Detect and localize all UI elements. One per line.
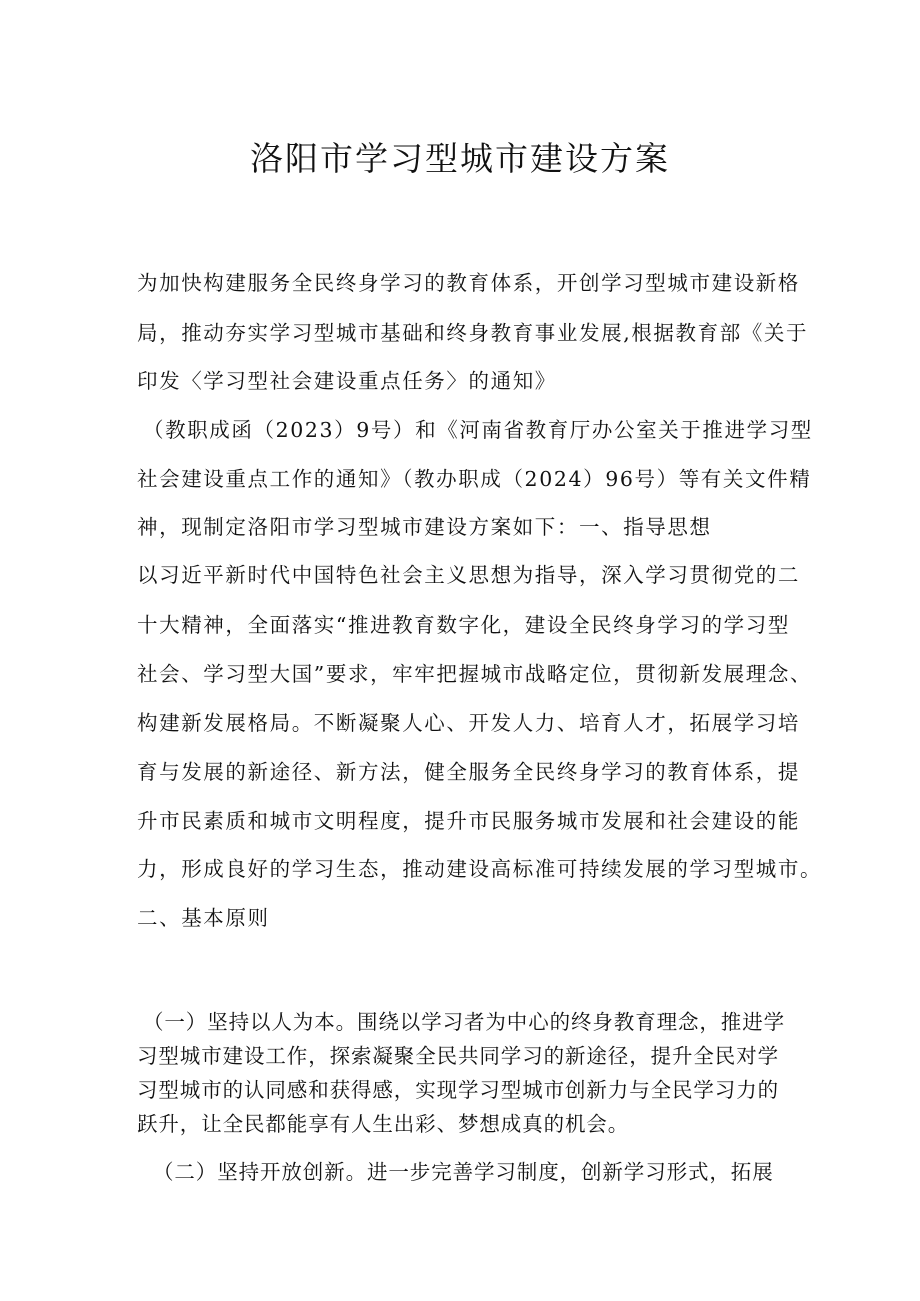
paragraph-line: 跃升，让全民都能享有人生出彩、梦想成真的机会。 [137,1112,630,1136]
paragraph-line: 印发〈学习型社会建设重点任务〉的通知》 [137,369,557,393]
document-title: 洛阳市学习型城市建设方案 [250,139,670,178]
paragraph-line: 为加快构建服务全民终身学习的教育体系，开创学习型城市建设新格 [137,271,800,295]
paragraph-line: （一）坚持以人为本。围绕以学习者为中心的终身教育理念，推进学 [143,1010,785,1034]
paragraph-line: 十大精神，全面落实“推进教育数字化，建设全民终身学习的学习型 [137,613,790,637]
paragraph-line: 习型城市建设工作，探索凝聚全民共同学习的新途径，提升全民对学 [137,1044,779,1068]
paragraph-line: 局，推动夯实学习型城市基础和终身教育事业发展,根据教育部《关于 [137,321,809,345]
paragraph-line: 社会建设重点工作的通知》（教办职成（2024）96号）等有关文件精 [137,467,812,491]
paragraph-line: 构建新发展格局。不断凝聚人心、开发人力、培育人才，拓展学习培 [137,711,800,735]
paragraph-line: （教职成函（2023）9号）和《河南省教育厅办公室关于推进学习型 [143,418,813,442]
section-heading: 二、基本原则 [137,906,270,930]
paragraph-line: 神，现制定洛阳市学习型城市建设方案如下：一、指导思想 [137,515,712,539]
paragraph-line: 力，形成良好的学习生态，推动建设高标准可持续发展的学习型城市。 [137,857,823,881]
paragraph-line: 升市民素质和城市文明程度，提升市民服务城市发展和社会建设的能 [137,809,800,833]
paragraph-line: 习型城市的认同感和获得感，实现学习型城市创新力与全民学习力的 [137,1078,779,1102]
paragraph-line: 育与发展的新途径、新方法，健全服务全民终身学习的教育体系，提 [137,760,800,784]
paragraph-line: 以习近平新时代中国特色社会主义思想为指导，深入学习贯彻党的二 [137,563,800,587]
paragraph-line: 社会、学习型大国”要求，牢牢把握城市战略定位，贯彻新发展理念、 [137,662,813,686]
paragraph-line: （二）坚持开放创新。进一步完善学习制度，创新学习形式，拓展 [153,1160,774,1184]
